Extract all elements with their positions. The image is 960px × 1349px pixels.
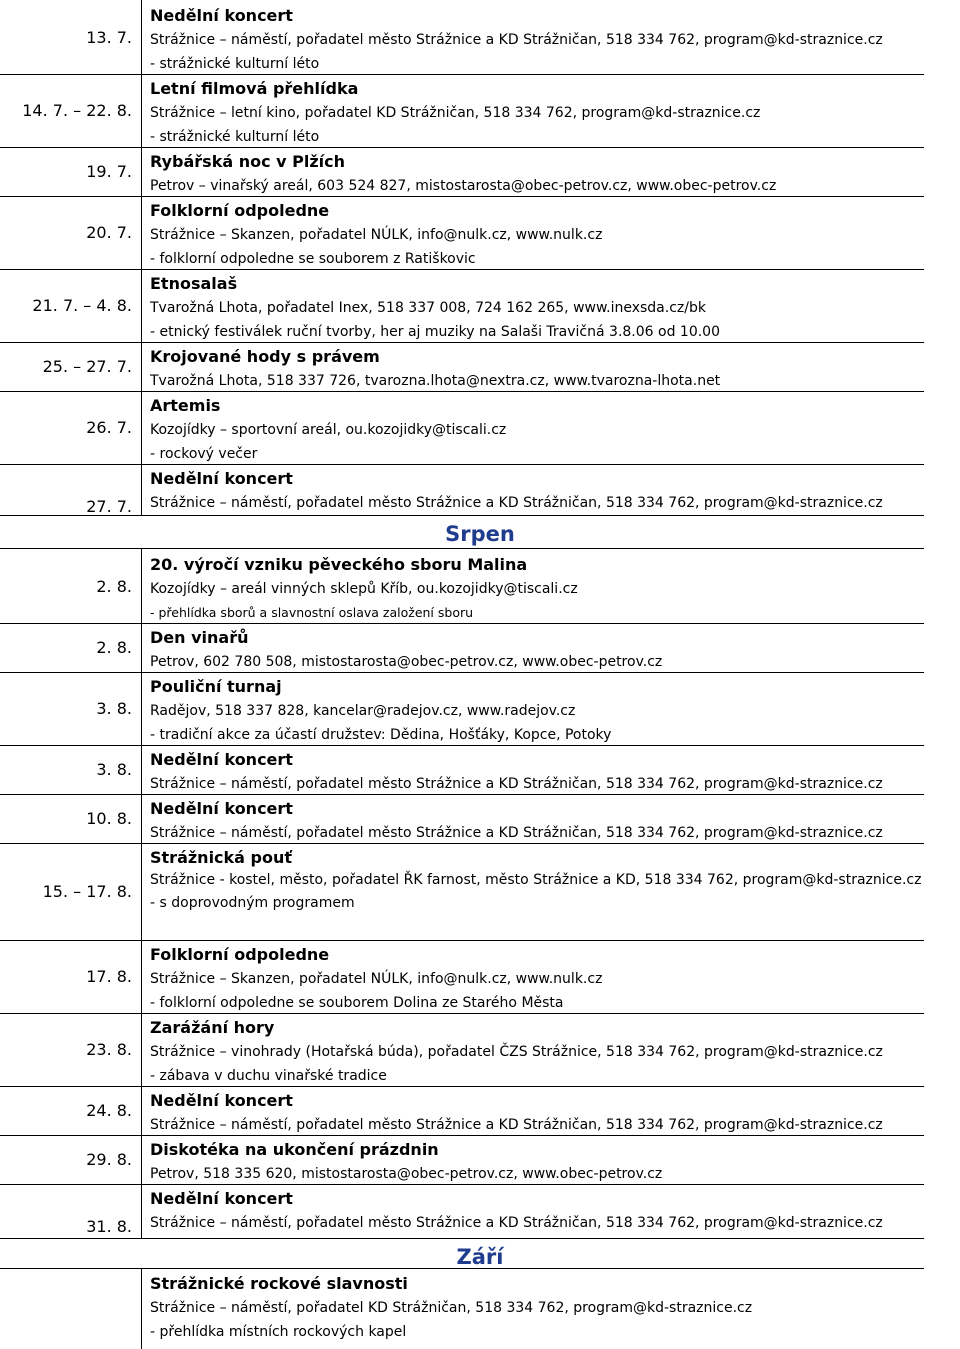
event-title: Pouliční turnaj: [150, 677, 282, 696]
month-divider: [0, 515, 924, 516]
event-title: Nedělní koncert: [150, 6, 293, 25]
event-date: 27. 7.: [86, 497, 132, 516]
event-title: Zarážání hory: [150, 1018, 275, 1037]
month-heading: Září: [456, 1245, 504, 1269]
event-details: [150, 150, 925, 198]
event-date: 17. 8.: [86, 967, 132, 986]
event-note: - přehlídka místních rockových kapel: [150, 1324, 407, 1340]
event-location: Kozojídky – sportovní areál, ou.kozojidky@tiscali.cz: [150, 422, 507, 438]
event-date: 14. 7. – 22. 8.: [22, 101, 132, 120]
row-divider: [0, 794, 924, 795]
event-location: Strážnice – náměstí, pořadatel město Strážnice a KD Strážničan, 518 334 762, program@kd-straznice.cz: [150, 1117, 883, 1133]
event-location: Strážnice – letní kino, pořadatel KD Strážničan, 518 334 762, program@kd-straznice.cz: [150, 105, 761, 121]
event-title: Folklorní odpoledne: [150, 945, 330, 964]
event-location: Radějov, 518 337 828, kancelar@radejov.cz, www.radejov.cz: [150, 703, 576, 719]
month-heading: Srpen: [445, 522, 515, 546]
event-location: Strážnice – náměstí, pořadatel město Strážnice a KD Strážničan, 518 334 762, program@kd-straznice.cz: [150, 776, 883, 792]
row-divider: [0, 940, 924, 941]
event-details: [150, 272, 925, 344]
event-title: Strážnické rockové slavnosti: [150, 1274, 408, 1293]
event-location: Strážnice – náměstí, pořadatel KD Strážničan, 518 334 762, program@kd-straznice.cz: [150, 1300, 753, 1316]
event-title: Nedělní koncert: [150, 469, 293, 488]
event-note: - strážnické kulturní léto: [150, 129, 320, 145]
event-note: - etnický festiválek ruční tvorby, her aj muziky na Salaši Travičná 3.8.06 od 10.00: [150, 324, 720, 340]
event-date: 21. 7. – 4. 8.: [32, 296, 132, 315]
event-date: 23. 8.: [86, 1040, 132, 1059]
event-title: Krojované hody s právem: [150, 347, 380, 366]
row-divider: [0, 745, 924, 746]
event-title: 20. výročí vzniku pěveckého sboru Malina: [150, 555, 528, 574]
row-divider: [0, 464, 924, 465]
row-divider: [0, 74, 924, 75]
row-divider: [0, 1013, 924, 1014]
event-date: 2. 8.: [96, 577, 132, 596]
event-date: 2. 8.: [96, 638, 132, 657]
event-date: 26. 7.: [86, 418, 132, 437]
event-title: Strážnická pouť: [150, 848, 293, 867]
event-location: Strážnice – Skanzen, pořadatel NÚLK, info@nulk.cz, www.nulk.cz: [150, 971, 603, 987]
event-location: Petrov, 602 780 508, mistostarosta@obec-petrov.cz, www.obec-petrov.cz: [150, 654, 663, 670]
event-details: [150, 748, 925, 796]
event-details: [150, 675, 925, 747]
event-details: [150, 1138, 925, 1186]
event-location: Strážnice – vinohrady (Hotařská búda), pořadatel ČZS Strážnice, 518 334 762, program@kd-straznice.cz: [150, 1044, 883, 1060]
event-location: Tvarožná Lhota, pořadatel Inex, 518 337 008, 724 162 265, www.inexsda.cz/bk: [150, 300, 706, 316]
event-details: [150, 4, 925, 76]
event-title: Rybářská noc v Plžích: [150, 152, 346, 171]
event-note: - přehlídka sborů a slavnostní oslava založení sboru: [150, 605, 474, 620]
event-date: 20. 7.: [86, 223, 132, 242]
event-location: Strážnice – Skanzen, pořadatel NÚLK, info@nulk.cz, www.nulk.cz: [150, 227, 603, 243]
event-details: [150, 1089, 925, 1137]
event-title: Nedělní koncert: [150, 799, 293, 818]
event-date: 31. 8.: [86, 1217, 132, 1236]
event-details: [150, 626, 925, 674]
event-note: - s doprovodným programem: [150, 895, 355, 911]
event-date: 10. 8.: [86, 809, 132, 828]
row-divider: [0, 391, 924, 392]
row-divider: [0, 342, 924, 343]
event-note: - folklorní odpoledne se souborem z Ratiškovic: [150, 251, 476, 267]
event-title: Letní filmová přehlídka: [150, 79, 359, 98]
event-note: - rockový večer: [150, 446, 258, 462]
event-date: 25. – 27. 7.: [42, 357, 132, 376]
row-divider: [0, 196, 924, 197]
event-note: - zábava v duchu vinařské tradice: [150, 1068, 387, 1084]
row-divider: [0, 1135, 924, 1136]
event-location: Strážnice – náměstí, pořadatel město Strážnice a KD Strážničan, 518 334 762, program@kd-straznice.cz: [150, 495, 883, 511]
month-divider: [0, 548, 924, 549]
row-divider: [0, 623, 924, 624]
event-details: [150, 797, 925, 845]
event-details: [150, 1272, 925, 1344]
event-location: Strážnice – náměstí, pořadatel město Strážnice a KD Strážničan, 518 334 762, program@kd-straznice.cz: [150, 825, 883, 841]
event-title: Artemis: [150, 396, 221, 415]
event-note: - strážnické kulturní léto: [150, 56, 320, 72]
row-divider: [0, 672, 924, 673]
event-details: [150, 846, 925, 915]
event-location: Tvarožná Lhota, 518 337 726, tvarozna.lhota@nextra.cz, www.tvarozna-lhota.net: [150, 373, 721, 389]
event-details: [150, 553, 925, 625]
event-details: [150, 467, 925, 515]
row-divider: [0, 1086, 924, 1087]
row-divider: [0, 147, 924, 148]
event-date: 19. 7.: [86, 162, 132, 181]
event-title: Folklorní odpoledne: [150, 201, 330, 220]
event-date: 13. 7.: [86, 28, 132, 47]
event-title: Etnosalaš: [150, 274, 238, 293]
event-title: Nedělní koncert: [150, 1189, 293, 1208]
event-details: [150, 199, 925, 271]
event-title: Nedělní koncert: [150, 750, 293, 769]
event-date: 29. 8.: [86, 1150, 132, 1169]
column-divider: [141, 1268, 142, 1349]
event-location: Strážnice - kostel, město, pořadatel ŘK farnost, město Strážnice a KD, 518 334 762, program@kd-straznice.cz: [150, 872, 922, 888]
event-details: [150, 1016, 925, 1088]
event-title: Den vinařů: [150, 628, 249, 647]
event-details: [150, 1187, 925, 1235]
event-details: [150, 77, 925, 149]
column-divider: [141, 0, 142, 515]
event-location: Strážnice – náměstí, pořadatel město Strážnice a KD Strážničan, 518 334 762, program@kd-straznice.cz: [150, 32, 883, 48]
event-location: Strážnice – náměstí, pořadatel město Strážnice a KD Strážničan, 518 334 762, program@kd-straznice.cz: [150, 1215, 883, 1231]
event-location: Petrov, 518 335 620, mistostarosta@obec-petrov.cz, www.obec-petrov.cz: [150, 1166, 663, 1182]
month-divider: [0, 1268, 924, 1269]
event-title: Diskotéka na ukončení prázdnin: [150, 1140, 439, 1159]
event-note: - folklorní odpoledne se souborem Dolina ze Starého Města: [150, 995, 564, 1011]
event-title: Nedělní koncert: [150, 1091, 293, 1110]
row-divider: [0, 843, 924, 844]
event-details: [150, 345, 925, 393]
event-date: 15. – 17. 8.: [42, 882, 132, 901]
event-note: - tradiční akce za účastí družstev: Dědina, Hošťáky, Kopce, Potoky: [150, 727, 612, 743]
event-date: 3. 8.: [96, 699, 132, 718]
event-date: 24. 8.: [86, 1101, 132, 1120]
event-location: Petrov – vinařský areál, 603 524 827, mistostarosta@obec-petrov.cz, www.obec-petrov.cz: [150, 178, 777, 194]
event-location: Kozojídky – areál vinných sklepů Kříb, ou.kozojidky@tiscali.cz: [150, 581, 578, 597]
row-divider: [0, 1184, 924, 1185]
event-details: [150, 943, 925, 1015]
event-details: [150, 394, 925, 466]
row-divider: [0, 269, 924, 270]
event-date: 3. 8.: [96, 760, 132, 779]
month-divider: [0, 1238, 924, 1239]
column-divider: [141, 548, 142, 1238]
